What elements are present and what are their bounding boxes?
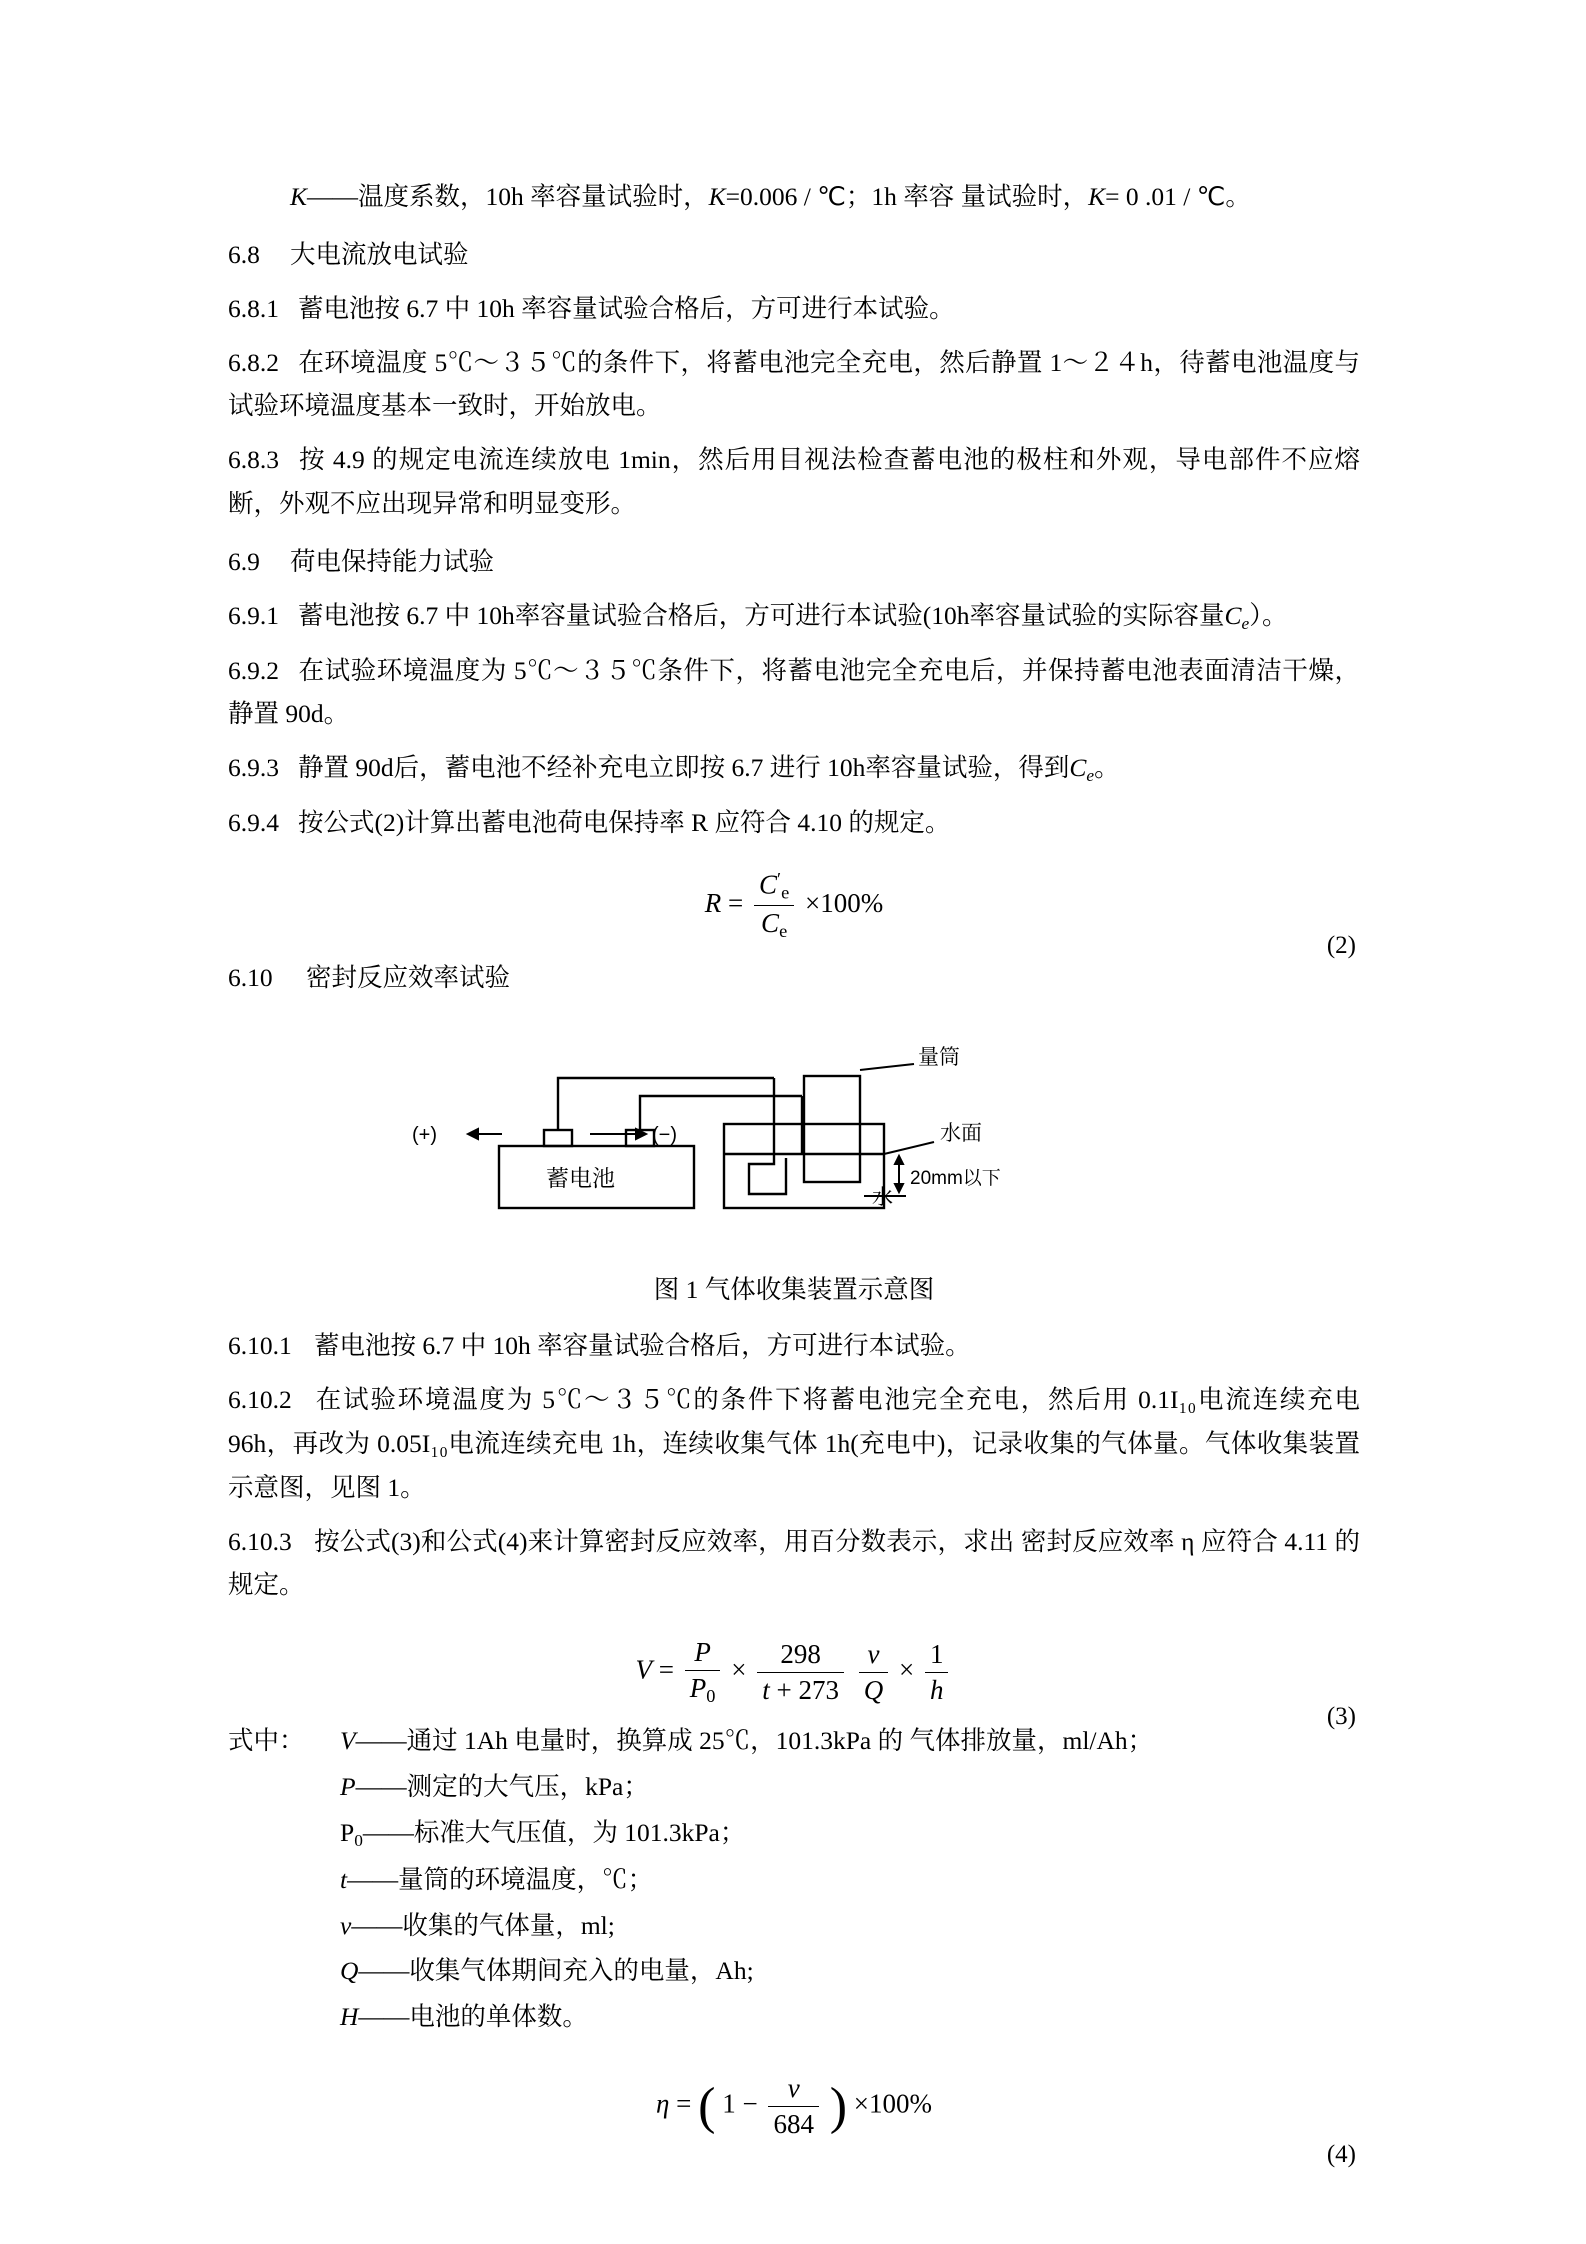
symbol-Ce-1: $C_e$ bbox=[1224, 600, 1250, 633]
paragraph-text-6-8-3: 按 4.9 的规定电流连续放电 1min，然后用目视法检查蓄电池的极柱和外观，导电部件不应熔断，外观不应出现异常和明显变形。 bbox=[228, 445, 1360, 519]
formula-3-f1-num: P bbox=[685, 1637, 721, 1671]
formula-2-equals: = bbox=[728, 887, 744, 918]
where-symbol-P: P bbox=[340, 1772, 356, 1802]
where-text-P: 测定的大气压，kPa； bbox=[406, 1772, 649, 1802]
paragraph-6-10-3 bbox=[228, 1520, 1360, 1608]
where-row-H bbox=[228, 1995, 1360, 2039]
paragraph-6-9-4 bbox=[228, 801, 1360, 845]
where-row-Q bbox=[228, 1949, 1360, 1993]
figure-1-caption: 图 1 气体收集装置示意图 bbox=[653, 1275, 935, 1305]
formula-4-block bbox=[228, 2073, 1360, 2169]
where-dash-t: —— bbox=[347, 1864, 399, 1894]
figure-1-gas-collection-diagram bbox=[228, 1034, 1360, 1264]
paragraph-number-6-9-1: 6.9.1 bbox=[228, 600, 279, 630]
paragraph-text-6-10-2: 在试验环境温度为 5℃～３５℃的条件下将蓄电池完全充电，然后用 0.1I₁₀电流连续充电 96h，再改为 0.05I₁₀电流连续充电 1h，连续收集气体 1h(充电中)，记录收集的气体量。气体收集装置示意图，见图 1。 bbox=[228, 1385, 1360, 1502]
where-row-t bbox=[228, 1858, 1360, 1902]
formula-2-numerator: $C'_e$ bbox=[754, 869, 794, 906]
formula-2-block bbox=[228, 868, 1360, 960]
paragraph-text-6-9-2: 在试验环境温度为 5℃～３５℃条件下，将蓄电池完全充电后，并保持蓄电池表面清洁干燥，静置 90d。 bbox=[228, 655, 1360, 729]
where-dash-v: —— bbox=[351, 1910, 403, 1940]
section-heading-6-10 bbox=[228, 956, 1360, 1000]
formula-4 bbox=[228, 2073, 1360, 2140]
top-note-val2: = 0 .01 / ℃。 bbox=[1105, 182, 1251, 211]
where-symbol-V: V bbox=[340, 1726, 356, 1756]
formula-2-lhs: R bbox=[704, 887, 722, 918]
formula-3-mul-1: × bbox=[731, 1654, 747, 1685]
where-symbol-Q: Q bbox=[340, 1956, 359, 1986]
where-symbol-P0: $P_0$ bbox=[340, 1818, 363, 1850]
paragraph-6-10-2 bbox=[228, 1378, 1360, 1510]
section-title-6-10: 密封反应效率试验 bbox=[306, 963, 511, 993]
where-text-P0: 标准大气压值，为 101.3kPa； bbox=[413, 1818, 746, 1848]
formula-4-numerator: v bbox=[768, 2073, 819, 2107]
where-dash-Q: —— bbox=[358, 1956, 410, 1986]
symbol-K: K bbox=[290, 182, 308, 211]
section-title-6-9: 荷电保持能力试验 bbox=[290, 547, 495, 577]
formula-3-f4-den: h bbox=[929, 1674, 944, 1705]
formula-2-denominator: $C_e$ bbox=[761, 908, 788, 942]
formula-4-inner-lead: 1 − bbox=[722, 2088, 758, 2119]
formula-3-fraction-4 bbox=[925, 1639, 949, 1706]
paragraph-text-6-10-3: 按公式(3)和公式(4)来计算密封反应效率，用百分数表示，求出 密封反应效率 η 应符合 4.11 的规定。 bbox=[228, 1526, 1360, 1600]
section-number-6-8: 6.8 bbox=[228, 239, 260, 269]
formula-3 bbox=[228, 1637, 1360, 1707]
formula-4-fraction bbox=[768, 2073, 819, 2140]
where-dash-H: —— bbox=[358, 2002, 410, 2032]
formula-4-equals: = bbox=[676, 2088, 692, 2119]
top-note-paragraph bbox=[228, 175, 1360, 219]
formula-3-f2-num: 298 bbox=[757, 1639, 844, 1673]
paragraph-text-6-9-1: 蓄电池按 6.7 中 10h率容量试验合格后，方可进行本试验(10h率容量试验的实际容量 bbox=[298, 600, 1225, 630]
figure-label-positive: (+) bbox=[412, 1124, 437, 1147]
figure-label-water: 水 bbox=[872, 1186, 893, 1210]
paragraph-6-9-1 bbox=[228, 594, 1360, 639]
formula-3-f3-num: v bbox=[859, 1639, 889, 1673]
where-text-H: 电池的单体数。 bbox=[409, 2002, 588, 2032]
formula-3-equals: = bbox=[658, 1654, 675, 1685]
top-note-text: ——温度系数，10h 率容量试验时， bbox=[307, 182, 709, 211]
paragraph-text-6-9-3: 静置 90d后，蓄电池不经补充电立即按 6.7 进行 10h率容量试验，得到 bbox=[298, 753, 1070, 783]
section-title-6-8: 大电流放电试验 bbox=[290, 239, 469, 269]
where-row-V bbox=[228, 1719, 1360, 1763]
paragraph-number-6-10-2: 6.10.2 bbox=[228, 1385, 292, 1415]
paragraph-number-6-10-3: 6.10.3 bbox=[228, 1526, 292, 1556]
formula-2 bbox=[228, 869, 1360, 943]
where-symbol-H: H bbox=[340, 2002, 359, 2032]
symbol-K-1: K bbox=[708, 182, 726, 211]
where-text-v: 收集的气体量，ml; bbox=[402, 1910, 615, 1940]
page-content bbox=[228, 175, 1360, 2169]
figure-label-depth: 20mm以下 bbox=[910, 1168, 1001, 1190]
where-text-t: 量筒的环境温度，℃； bbox=[398, 1864, 654, 1894]
section-number-6-9: 6.9 bbox=[228, 547, 260, 577]
symbol-Ce-2: $C_e$ bbox=[1069, 753, 1095, 786]
paragraph-6-8-2 bbox=[228, 341, 1360, 429]
where-dash-V: —— bbox=[355, 1726, 407, 1756]
paragraph-number-6-8-3: 6.8.3 bbox=[228, 445, 279, 475]
paragraph-tail-6-9-1: ）。 bbox=[1249, 600, 1288, 630]
top-note-val1: =0.006 / ℃；1h 率容 量试验时， bbox=[725, 182, 1089, 211]
formula-4-paren-close: ) bbox=[829, 2077, 848, 2135]
formula-3-lhs: V bbox=[635, 1654, 653, 1685]
paragraph-6-9-3 bbox=[228, 746, 1360, 791]
where-row-P bbox=[228, 1765, 1360, 1809]
formula-3-number: (3) bbox=[1326, 1703, 1356, 1731]
where-text-V: 通过 1Ah 电量时，换算成 25℃，101.3kPa 的 气体排放量，ml/Ah； bbox=[406, 1726, 1154, 1756]
paragraph-6-9-2 bbox=[228, 649, 1360, 737]
where-dash-P: —— bbox=[355, 1772, 407, 1802]
section-heading-6-8 bbox=[228, 233, 1360, 277]
formula-3-fraction-2 bbox=[757, 1639, 844, 1706]
formula-2-fraction bbox=[754, 869, 794, 943]
paragraph-number-6-10-1: 6.10.1 bbox=[228, 1331, 292, 1361]
paragraph-text-6-9-4: 按公式(2)计算出蓄电池荷电保持率 R 应符合 4.10 的规定。 bbox=[298, 807, 951, 837]
paragraph-text-6-8-2: 在环境温度 5℃～３５℃的条件下，将蓄电池完全充电，然后静置 1～２４h，待蓄电池温度与试验环境温度基本一致时，开始放电。 bbox=[228, 347, 1360, 421]
figure-1-svg bbox=[394, 1034, 1194, 1249]
where-row-P0 bbox=[228, 1811, 1360, 1856]
figure-label-water-surface: 水面 bbox=[940, 1122, 982, 1146]
formula-4-tail: ×100% bbox=[853, 2088, 932, 2119]
figure-label-cylinder: 量筒 bbox=[918, 1046, 960, 1070]
formula-2-number: (2) bbox=[1326, 932, 1356, 960]
where-text-Q: 收集气体期间充入的电量，Ah; bbox=[409, 1956, 754, 1986]
formula-3-mul-2: × bbox=[898, 1654, 915, 1685]
figure-label-negative: (−) bbox=[652, 1124, 677, 1147]
formula-4-lhs: η bbox=[656, 2088, 670, 2119]
formula-3-fraction-3 bbox=[859, 1639, 889, 1706]
formula-3-f1-den: $P_0$ bbox=[689, 1673, 716, 1707]
where-symbol-v: v bbox=[340, 1910, 352, 1940]
paragraph-number-6-9-2: 6.9.2 bbox=[228, 655, 279, 685]
where-symbol-t: t bbox=[340, 1864, 348, 1894]
where-row-v bbox=[228, 1904, 1360, 1948]
section-heading-6-9 bbox=[228, 540, 1360, 584]
formula-4-paren-open: ( bbox=[698, 2077, 716, 2135]
paragraph-tail-6-9-3: 。 bbox=[1094, 753, 1120, 783]
figure-label-battery: 蓄电池 bbox=[546, 1165, 615, 1192]
symbol-K-2: K bbox=[1088, 182, 1106, 211]
paragraph-6-10-1 bbox=[228, 1324, 1360, 1368]
formula-3-f3-den: Q bbox=[863, 1674, 884, 1705]
where-definitions bbox=[228, 1719, 1360, 2039]
formula-3-block bbox=[228, 1637, 1360, 1731]
formula-4-number: (4) bbox=[1326, 2141, 1356, 2169]
where-dash-P0: —— bbox=[362, 1818, 414, 1848]
formula-2-tail: ×100% bbox=[804, 887, 884, 918]
formula-3-f4-num: 1 bbox=[925, 1639, 949, 1673]
paragraph-number-6-8-1: 6.8.1 bbox=[228, 293, 279, 323]
where-lead: 式中： bbox=[228, 1726, 305, 1756]
section-number-6-10: 6.10 bbox=[228, 963, 273, 993]
subscript-e-2: e bbox=[1086, 766, 1095, 786]
paragraph-number-6-9-3: 6.9.3 bbox=[228, 753, 279, 783]
formula-3-f2-den: t + 273 bbox=[762, 1674, 839, 1705]
formula-3-fraction-1 bbox=[685, 1637, 721, 1707]
paragraph-number-6-8-2: 6.8.2 bbox=[228, 347, 279, 377]
paragraph-6-8-1 bbox=[228, 287, 1360, 331]
formula-4-denominator: 684 bbox=[773, 2109, 814, 2140]
paragraph-number-6-9-4: 6.9.4 bbox=[228, 807, 279, 837]
paragraph-6-8-3 bbox=[228, 438, 1360, 526]
subscript-e-1: e bbox=[1241, 613, 1250, 633]
paragraph-text-6-10-1: 蓄电池按 6.7 中 10h 率容量试验合格后，方可进行本试验。 bbox=[314, 1331, 971, 1361]
paragraph-text-6-8-1: 蓄电池按 6.7 中 10h 率容量试验合格后，方可进行本试验。 bbox=[298, 293, 955, 323]
